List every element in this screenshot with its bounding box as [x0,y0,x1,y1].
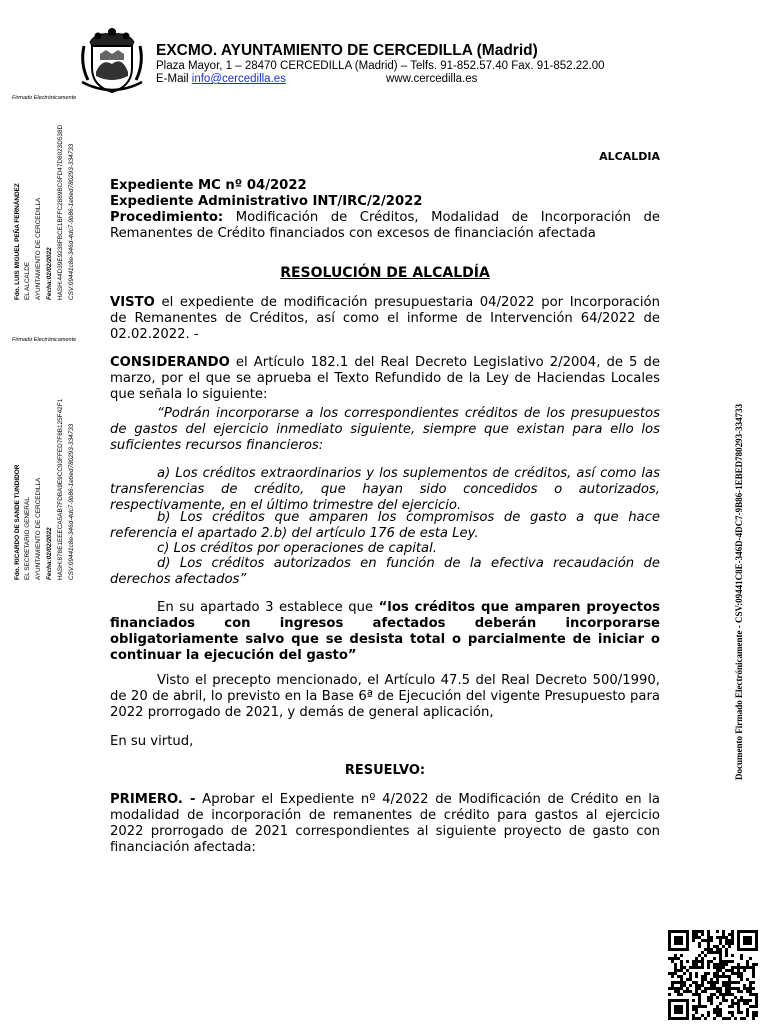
expediente-administrativo: Expediente Administrativo INT/IRC/2/2022 [110,194,423,209]
signature-2-hash: HASH:878E1EEECA5AB7FDBA9E9CC93FFED7F8B125F42F1 [57,398,64,580]
signature-1-csv: CSV:09441c8e-346d-4dc7-9b86-1ebed780293-334733 [68,143,75,300]
quote-item-d: d) Los créditos autorizados en función de la efectiva recaudación de derechos afectados” [110,556,660,587]
signature-1-date: Fecha:02/02/2022 [46,247,53,300]
coat-of-arms-logo [76,24,148,96]
email-link[interactable]: info@cercedilla.es [191,73,286,85]
considerando-label: CONSIDERANDO [110,355,230,370]
apartado-intro: En su apartado 3 establece que [157,600,379,615]
organization-email-row [156,73,286,85]
quote-item-c: c) Los créditos por operaciones de capital. [157,541,437,556]
visto-label: VISTO [110,295,155,310]
signature-2-org: AYUNTAMIENTO DE CERCEDILLA [35,477,42,580]
signature-2-firmado-label: Firmado Electrónicamente [12,337,77,343]
organization-address: Plaza Mayor, 1 – 28470 CERCEDILLA (Madrid) – Telfs. 91-852.57.40 Fax. 91-852.22.00 [156,60,605,72]
considerando-paragraph [110,355,660,403]
apartado-paragraph [110,600,660,664]
qr-code [668,930,758,1020]
signature-2-name: Fdo. RICARDO DE SANDE TUNDIDOR [14,464,21,580]
right-margin-csv: Documento Firmado Electrónicamente - CSV:09441C8E-346D-4DC7-9B86-1EBED780293-334733 [734,403,744,780]
signature-2-date: Fecha:02/02/2022 [46,527,53,580]
quote-item-b: b) Los créditos que amparen los compromisos de gasto a que hace referencia el apartado 2.b) del artículo 176 de esta Ley. [110,510,660,541]
email-label: E-Mail [156,73,192,85]
expedient-block [110,178,660,242]
signature-1-hash: HASH:44D39E9238FBCE1BFFC2889BC6FD47D8023D538D [57,124,64,300]
signature-1-firmado-label: Firmado Electrónicamente [12,95,77,101]
primero-paragraph [110,792,660,856]
en-su-virtud: En su virtud, [110,734,194,749]
signature-1-org: AYUNTAMIENTO DE CERCEDILLA [35,197,42,300]
organization-website[interactable]: www.cercedilla.es [386,73,478,85]
resuelvo-heading: RESUELVO: [344,763,426,778]
primero-text: Aprobar el Expediente nº 4/2022 de Modificación de Crédito en la modalidad de incorporación de remanentes de crédito para gastos al ejercicio 2022 prorrogado de 2021 correspondientes al siguiente proyecto de gasto con financiación afectada: [110,792,660,855]
quote-item-a: a) Los créditos extraordinarios y los suplementos de créditos, así como las transferencias de crédito, que hayan sido concedidos o autorizados, respectivamente, en el último trimestre del ejercicio. [110,466,660,513]
procedimiento-text: Modificación de Créditos, Modalidad de Incorporación de Remanentes de Crédito financiados con excesos de financiación afectada [110,210,660,241]
procedimiento [110,210,660,242]
apartado-bold: “los créditos que amparen proyectos financiados con ingresos afectados deberán incorporarse obligatoriamente salvo que se desista total o parcialmente de iniciar o continuar la ejecución del gasto” [110,600,660,663]
organization-name: EXCMO. AYUNTAMIENTO DE CERCEDILLA (Madrid) [156,42,538,59]
considerando-text: el Artículo 182.1 del Real Decreto Legislativo 2/2004, de 5 de marzo, por el que se aprueba el Texto Refundido de la Ley de Haciendas Locales que señala lo siguiente: [110,355,660,402]
department-label: ALCALDIA [599,150,660,163]
visto-paragraph [110,295,660,343]
signature-2-csv: CSV:09441c8e-346d-4dc7-9b86-1ebed780293-334733 [68,423,75,580]
primero-label: PRIMERO. - [110,792,196,807]
signature-2-role: EL SECRETARIO GENERAL [24,497,31,580]
quote-intro: “Podrán incorporarse a los correspondientes créditos de los presupuestos de gastos del ejercicio inmediato siguiente, siempre que existan para ello los suficientes recursos financieros: [110,406,660,453]
document-title: RESOLUCIÓN DE ALCALDÍA [280,265,490,281]
procedimiento-label: Procedimiento: [110,210,224,225]
expediente-mc: Expediente MC nº 04/2022 [110,178,307,193]
visto-precepto-paragraph: Visto el precepto mencionado, el Artículo 47.5 del Real Decreto 500/1990, de 20 de abril, lo previsto en la Base 6ª de Ejecución del vigente Presupuesto para 2022 prorrogado de 2021, y demás de general aplicación, [110,673,660,720]
signature-1-name: Fdo. LUIS MIGUEL PEÑA FERNÁNDEZ [14,183,21,300]
visto-text: el expediente de modificación presupuestaria 04/2022 por Incorporación de Remanentes de Créditos, así como el informe de Intervención 64/2022 de 02.02.2022. - [110,295,660,342]
signature-1-role: EL ALCALDE [24,261,31,300]
